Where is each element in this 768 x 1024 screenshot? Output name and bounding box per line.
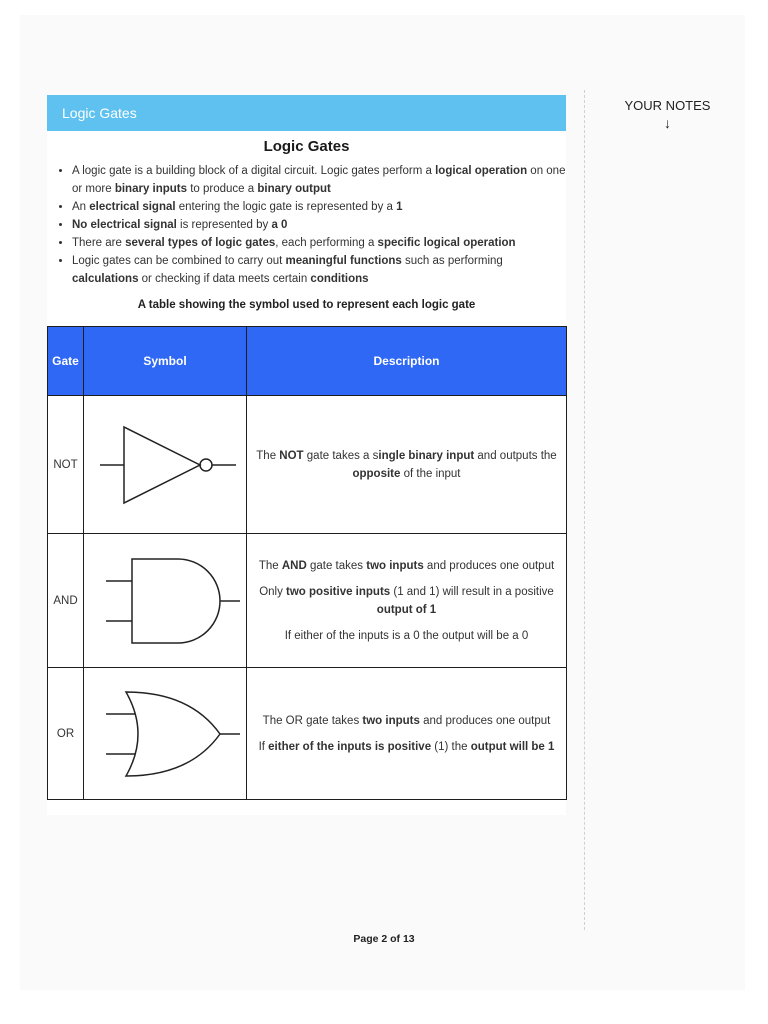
description-text: The NOT gate takes a single binary input and outputs the opposite of the input: [256, 449, 557, 480]
table-row-or: [48, 668, 567, 800]
gate-name: OR: [48, 668, 84, 800]
bold-text: calculations: [72, 273, 139, 285]
page-title: Logic Gates: [263, 138, 350, 155]
notes-divider: [584, 90, 585, 930]
bullet-list: [58, 162, 572, 288]
your-notes-label: YOUR NOTES: [624, 98, 711, 113]
bold-text: electrical signal: [89, 201, 176, 213]
bold-text: opposite: [352, 467, 401, 480]
bold-text: output will be 1: [470, 740, 555, 753]
symbol-cell: [84, 668, 247, 800]
your-notes: [610, 98, 725, 131]
bold-text: specific logical operation: [377, 237, 516, 249]
page-number: Page 2 of 13: [353, 933, 415, 945]
header-gate: Gate: [48, 327, 84, 396]
bold-text: output of 1: [376, 603, 437, 616]
bullet-item: • Logic gates can be combined to carry out meaningful functions such as performing calculations or checking if data meets certain conditions: [72, 252, 572, 288]
description-text: The AND gate takes two inputs and produces one output: [258, 559, 555, 572]
table-row-and: [48, 534, 567, 668]
description-text: Only two positive inputs (1 and 1) will result in a positive output of 1: [259, 585, 554, 616]
bullet-item: • No electrical signal is represented by a 0: [72, 216, 572, 234]
bullet-item: • An electrical signal entering the logic gate is represented by a 1: [72, 198, 572, 216]
table-header-row: [48, 327, 567, 396]
bold-text: binary output: [257, 183, 331, 195]
bold-text: 1: [396, 201, 403, 213]
description-text: If either of the inputs is a 0 the output will be a 0: [284, 629, 529, 642]
description-cell: [247, 534, 567, 668]
bold-text: a 0: [271, 219, 288, 231]
bold-text: logical operation: [435, 165, 528, 177]
logic-gate-table: [47, 326, 567, 800]
section-header: Logic Gates: [47, 95, 566, 131]
bold-text: conditions: [310, 273, 369, 285]
description-cell: [247, 396, 567, 534]
symbol-cell: [84, 396, 247, 534]
gate-name: NOT: [48, 396, 84, 534]
and-gate-icon: [90, 551, 240, 651]
table-caption: A table showing the symbol used to represent each logic gate: [137, 299, 476, 311]
description-text: The OR gate takes two inputs and produces one output: [262, 714, 551, 727]
bold-text: either of the inputs is positive: [268, 740, 432, 753]
table-row-not: [48, 396, 567, 534]
or-gate-icon: [90, 684, 240, 784]
symbol-cell: [84, 534, 247, 668]
bold-text: two positive inputs: [286, 585, 391, 598]
header-description: Description: [247, 327, 567, 396]
bullet-item: • There are several types of logic gates, each performing a specific logical operation: [72, 234, 572, 252]
bold-text: two inputs: [366, 559, 424, 572]
bold-text: several types of logic gates: [125, 237, 276, 249]
not-gate-icon: [90, 415, 240, 515]
gate-name: AND: [48, 534, 84, 668]
bold-text: NOT: [279, 449, 304, 462]
header-symbol: Symbol: [84, 327, 247, 396]
down-arrow-icon: ↓: [664, 115, 671, 131]
description-text: If either of the inputs is positive (1) the output will be 1: [258, 740, 555, 753]
bold-text: two inputs: [362, 714, 420, 727]
bold-text: meaningful functions: [285, 255, 402, 267]
bold-text: AND: [281, 559, 307, 572]
bold-text: binary inputs: [114, 183, 188, 195]
description-cell: [247, 668, 567, 800]
bold-text: No electrical signal: [72, 219, 177, 231]
bullet-item: • A logic gate is a building block of a digital circuit. Logic gates perform a logical operation on one or more binary inputs to produce a binary output: [72, 162, 572, 198]
bold-text: ingle binary input: [378, 449, 475, 462]
